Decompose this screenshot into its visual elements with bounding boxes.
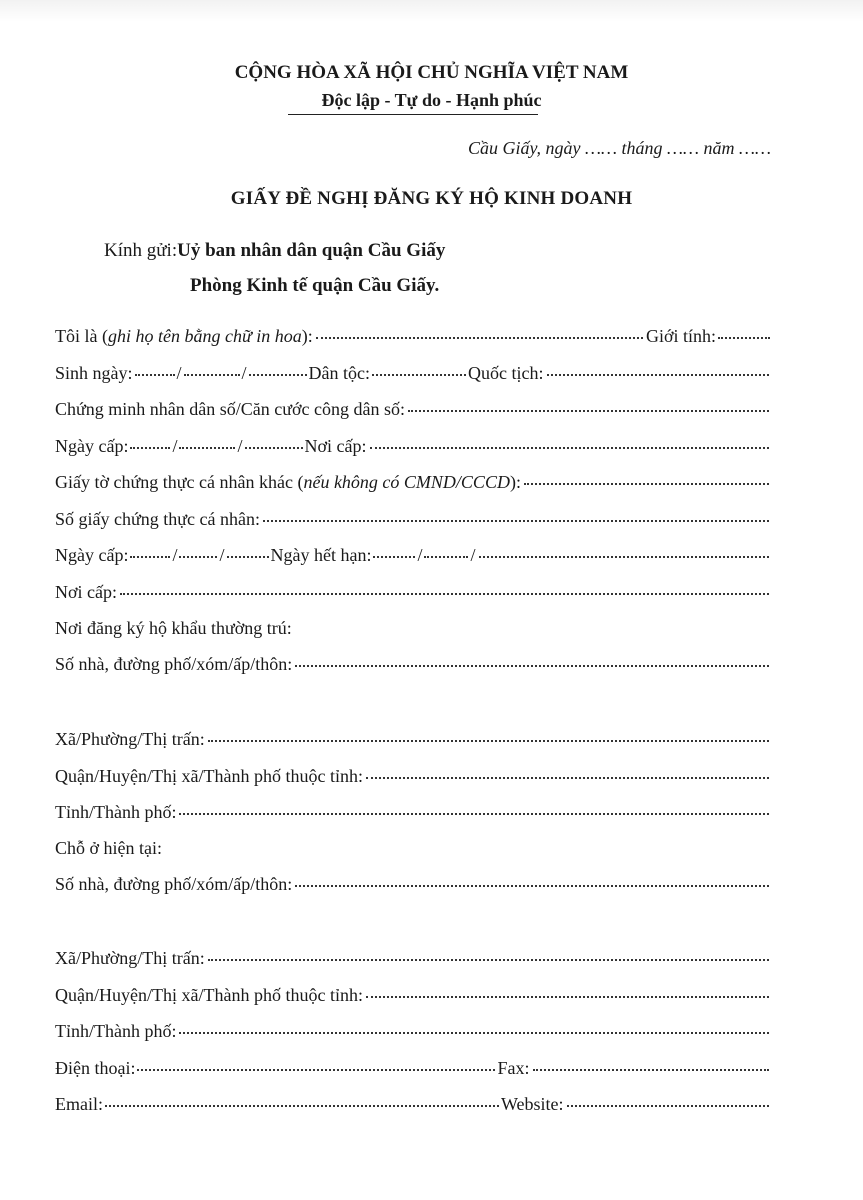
id-issue-day-field[interactable] bbox=[130, 447, 170, 449]
date-separator: / bbox=[241, 363, 247, 383]
current-street-label: Số nhà, đường phố/xóm/ấp/thôn: bbox=[55, 874, 293, 894]
id-issue-date-label: Ngày cấp: bbox=[55, 436, 129, 456]
row-current-ward bbox=[55, 948, 772, 974]
row-permanent-district bbox=[55, 766, 772, 792]
other-id-number-label: Số giấy chứng thực cá nhân: bbox=[55, 509, 260, 529]
row-current-district bbox=[55, 985, 772, 1011]
row-birth bbox=[55, 363, 772, 389]
full-name-field[interactable] bbox=[316, 337, 643, 339]
row-id-issue bbox=[55, 436, 772, 462]
national-motto: Độc lập - Tự do - Hạnh phúc bbox=[321, 90, 542, 110]
other-issue-place-field[interactable] bbox=[120, 593, 769, 595]
permanent-province-label: Tỉnh/Thành phố: bbox=[55, 802, 177, 822]
expiry-day-field[interactable] bbox=[373, 556, 415, 558]
full-name-hint: ghi họ tên bằng chữ in hoa bbox=[107, 326, 302, 346]
row-current-street bbox=[55, 874, 772, 900]
row-permanent-street-cont bbox=[55, 690, 772, 716]
current-ward-field[interactable] bbox=[208, 959, 769, 961]
dob-month-field[interactable] bbox=[184, 374, 240, 376]
date-separator: / bbox=[237, 436, 243, 456]
permanent-street-label: Số nhà, đường phố/xóm/ấp/thôn: bbox=[55, 654, 293, 674]
dateline-place: Cầu Giấy, ngày bbox=[467, 138, 581, 158]
id-issue-place-field[interactable] bbox=[370, 447, 770, 449]
expiry-year-field[interactable] bbox=[479, 556, 770, 558]
row-full-name bbox=[55, 326, 772, 352]
scan-shadow bbox=[0, 0, 863, 22]
row-current-residence-heading bbox=[55, 838, 772, 864]
fax-field[interactable] bbox=[533, 1069, 770, 1071]
other-issue-date-label: Ngày cấp: bbox=[55, 545, 129, 565]
id-issue-place-label: Nơi cấp: bbox=[304, 436, 367, 456]
gender-label: Giới tính: bbox=[645, 326, 716, 346]
recipient-people-committee: Uỷ ban nhân dân quận Cầu Giấy bbox=[177, 240, 446, 261]
nationality-field[interactable] bbox=[547, 374, 769, 376]
id-issue-month-field[interactable] bbox=[179, 447, 235, 449]
gender-field[interactable] bbox=[718, 337, 770, 339]
date-separator: / bbox=[176, 363, 182, 383]
permanent-district-label: Quận/Huyện/Thị xã/Thành phố thuộc tỉnh: bbox=[55, 766, 363, 786]
other-id-close: ): bbox=[509, 472, 521, 492]
national-title: CỘNG HÒA XÃ HỘI CHỦ NGHĨA VIỆT NAM bbox=[234, 62, 629, 83]
date-separator: / bbox=[172, 436, 178, 456]
row-permanent-residence-heading bbox=[55, 618, 772, 644]
date-separator: / bbox=[417, 545, 423, 565]
other-issue-month-field[interactable] bbox=[179, 556, 217, 558]
website-field[interactable] bbox=[567, 1105, 769, 1107]
date-separator: / bbox=[172, 545, 178, 565]
row-other-id bbox=[55, 472, 772, 498]
row-permanent-street bbox=[55, 654, 772, 680]
permanent-district-field[interactable] bbox=[366, 777, 769, 779]
month-blank[interactable]: …… bbox=[666, 138, 699, 158]
row-other-id-dates bbox=[55, 545, 772, 571]
email-field[interactable] bbox=[105, 1105, 499, 1107]
row-other-issue-place bbox=[55, 582, 772, 608]
row-email-website bbox=[55, 1094, 772, 1120]
row-permanent-province bbox=[55, 802, 772, 828]
id-issue-year-field[interactable] bbox=[245, 447, 303, 449]
dateline-year-label: năm bbox=[703, 138, 735, 158]
row-current-street-cont bbox=[55, 910, 772, 936]
current-street-field[interactable] bbox=[295, 885, 769, 887]
phone-field[interactable] bbox=[137, 1069, 495, 1071]
other-issue-day-field[interactable] bbox=[130, 556, 170, 558]
dateline-month-label: tháng bbox=[621, 138, 663, 158]
full-name-close: ): bbox=[301, 326, 313, 346]
permanent-ward-field[interactable] bbox=[208, 740, 769, 742]
other-id-field[interactable] bbox=[524, 483, 769, 485]
full-name-label: Tôi là ( bbox=[55, 326, 108, 346]
recipient-economic-dept: Phòng Kinh tế quận Cầu Giấy. bbox=[190, 275, 440, 296]
dob-day-field[interactable] bbox=[135, 374, 175, 376]
year-blank[interactable]: …… bbox=[738, 138, 771, 158]
row-current-province bbox=[55, 1021, 772, 1047]
row-id-number bbox=[55, 399, 772, 425]
row-other-id-number bbox=[55, 509, 772, 535]
dateline bbox=[468, 138, 771, 159]
other-id-label: Giấy tờ chứng thực cá nhân khác ( bbox=[55, 472, 304, 492]
ethnicity-field[interactable] bbox=[372, 374, 466, 376]
expiry-month-field[interactable] bbox=[424, 556, 468, 558]
current-province-field[interactable] bbox=[179, 1032, 769, 1034]
dob-year-field[interactable] bbox=[249, 374, 307, 376]
expiry-label: Ngày hết hạn: bbox=[270, 545, 372, 565]
recipient-prefix: Kính gửi: bbox=[104, 240, 178, 261]
email-label: Email: bbox=[55, 1094, 103, 1114]
id-number-field[interactable] bbox=[408, 410, 769, 412]
date-separator: / bbox=[470, 545, 476, 565]
recipient-line-1 bbox=[104, 240, 445, 262]
current-province-label: Tỉnh/Thành phố: bbox=[55, 1021, 177, 1041]
current-ward-label: Xã/Phường/Thị trấn: bbox=[55, 948, 205, 968]
current-district-field[interactable] bbox=[366, 996, 769, 998]
ethnicity-label: Dân tộc: bbox=[308, 363, 371, 383]
permanent-street-field[interactable] bbox=[295, 665, 769, 667]
row-phone-fax bbox=[55, 1058, 772, 1084]
document-title: GIẤY ĐỀ NGHỊ ĐĂNG KÝ HỘ KINH DOANH bbox=[230, 188, 633, 209]
website-label: Website: bbox=[501, 1094, 564, 1114]
date-separator: / bbox=[219, 545, 225, 565]
nationality-label: Quốc tịch: bbox=[468, 363, 544, 383]
motto-underline bbox=[288, 114, 538, 115]
fax-label: Fax: bbox=[497, 1058, 530, 1078]
phone-label: Điện thoại: bbox=[55, 1058, 136, 1078]
other-issue-place-label: Nơi cấp: bbox=[55, 582, 117, 602]
dob-label: Sinh ngày: bbox=[55, 363, 133, 383]
day-blank[interactable]: …… bbox=[584, 138, 617, 158]
other-id-number-field[interactable] bbox=[263, 520, 769, 522]
current-district-label: Quận/Huyện/Thị xã/Thành phố thuộc tỉnh: bbox=[55, 985, 363, 1005]
id-number-label: Chứng minh nhân dân số/Căn cước công dân số: bbox=[55, 399, 405, 419]
row-permanent-ward bbox=[55, 729, 772, 755]
permanent-ward-label: Xã/Phường/Thị trấn: bbox=[55, 729, 205, 749]
permanent-residence-label: Nơi đăng ký hộ khẩu thường trú: bbox=[55, 618, 292, 638]
permanent-province-field[interactable] bbox=[179, 813, 769, 815]
current-residence-label: Chỗ ở hiện tại: bbox=[55, 838, 163, 858]
other-issue-year-field[interactable] bbox=[227, 556, 269, 558]
other-id-hint: nếu không có CMND/CCCD bbox=[303, 472, 510, 492]
